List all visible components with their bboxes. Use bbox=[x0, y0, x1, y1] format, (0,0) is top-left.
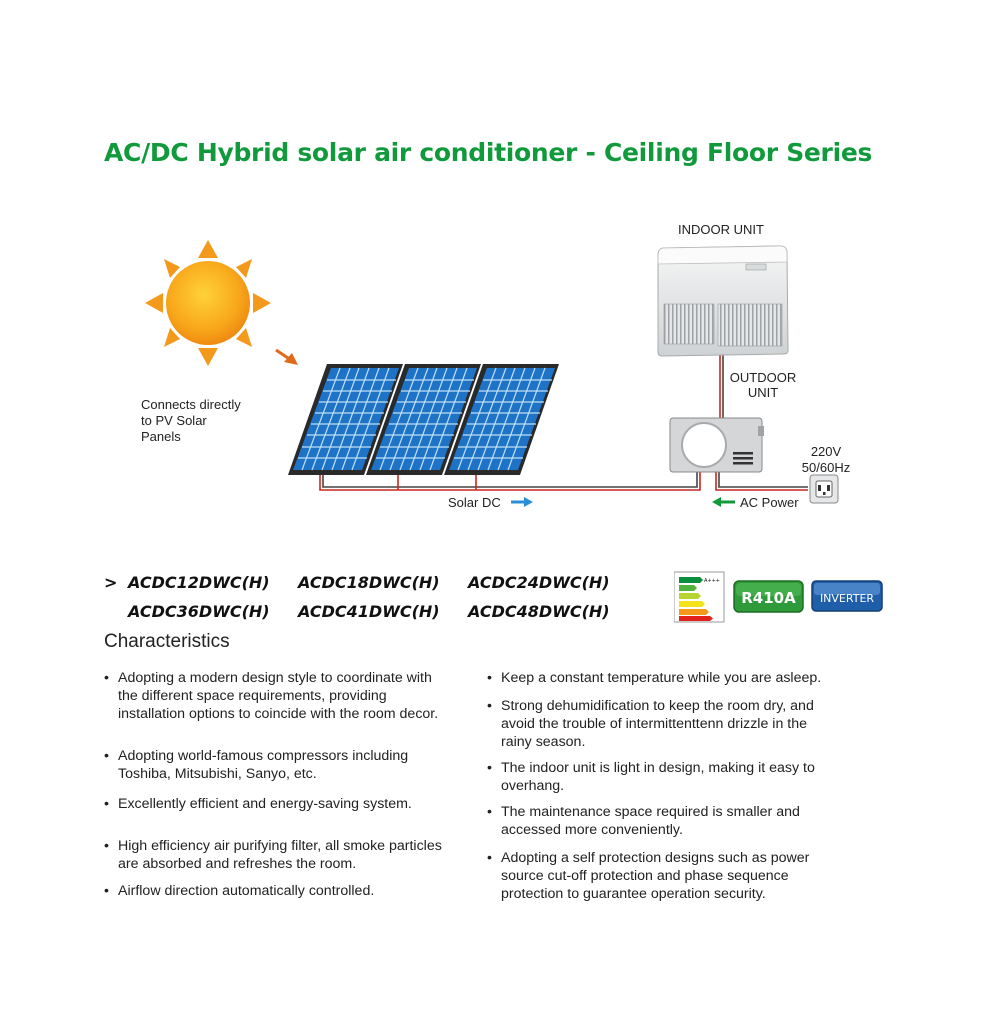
characteristics-right-column bbox=[487, 669, 877, 903]
list-item-text: Strong dehumidification to keep the room dry, and avoid the trouble of intermittenttenn drizzle in the rainy season. bbox=[501, 698, 814, 750]
model-name: ACDC48DWC(H) bbox=[468, 602, 610, 621]
r410a-badge bbox=[734, 581, 803, 612]
list-item bbox=[487, 849, 877, 903]
ac-power-arrow-icon bbox=[712, 497, 735, 507]
r410a-text: R410A bbox=[741, 589, 796, 607]
solar-panels-icon bbox=[288, 364, 559, 475]
bullet-icon: • bbox=[104, 883, 109, 899]
list-item-text: Adopting a modern design style to coordinate with the different space requirements, providing installation options to coincide with the room decor. bbox=[118, 670, 439, 722]
model-row bbox=[104, 597, 638, 626]
list-item-text: Airflow direction automatically controlled. bbox=[118, 883, 375, 899]
inverter-badge bbox=[812, 581, 882, 611]
list-item-text: The indoor unit is light in design, making it easy to overhang. bbox=[501, 760, 815, 794]
model-name: ACDC12DWC(H) bbox=[128, 573, 270, 592]
energy-top-text: A+++ bbox=[704, 578, 720, 584]
voltage-label: 220V bbox=[810, 444, 842, 459]
list-item bbox=[104, 747, 484, 783]
inverter-text: INVERTER bbox=[819, 592, 875, 605]
list-item bbox=[104, 837, 484, 873]
indoor-unit-label: INDOOR UNIT bbox=[678, 222, 764, 237]
outdoor-unit-label-line1: OUTDOOR bbox=[729, 370, 797, 385]
certification-badges bbox=[674, 570, 884, 626]
bullet-icon: • bbox=[487, 760, 492, 776]
frequency-label: 50/60Hz bbox=[801, 460, 851, 475]
solar-dc-arrow-icon bbox=[511, 497, 533, 507]
model-name: ACDC24DWC(H) bbox=[468, 573, 610, 592]
bullet-icon: • bbox=[104, 838, 109, 854]
model-arrow: > bbox=[104, 573, 118, 592]
list-item bbox=[487, 803, 877, 839]
model-row bbox=[104, 568, 638, 597]
bullet-icon: • bbox=[104, 796, 109, 812]
list-item bbox=[104, 882, 484, 900]
list-item-text: Adopting world-famous compressors including Toshiba, Mitsubishi, Sanyo, etc. bbox=[118, 748, 409, 782]
pv-label-line3: Panels bbox=[141, 429, 181, 444]
list-item-text: The maintenance space required is smaller and accessed more conveniently. bbox=[501, 804, 800, 838]
bullet-icon: • bbox=[104, 670, 109, 686]
bullet-icon: • bbox=[487, 804, 492, 820]
outdoor-unit-label-line2: UNIT bbox=[747, 385, 779, 400]
characteristics-left-column bbox=[104, 669, 484, 900]
power-outlet-icon bbox=[810, 475, 838, 503]
energy-label-badge bbox=[674, 572, 724, 622]
list-item bbox=[487, 697, 877, 751]
indoor-unit-icon bbox=[658, 246, 788, 356]
page-title: AC/DC Hybrid solar air conditioner - Ceiling Floor Series bbox=[104, 138, 873, 167]
sunlight-arrow-icon bbox=[276, 350, 298, 365]
list-item bbox=[487, 669, 877, 687]
model-name: ACDC41DWC(H) bbox=[298, 602, 440, 621]
solar-dc-label: Solar DC bbox=[448, 495, 501, 510]
pv-label-line2: to PV Solar bbox=[141, 413, 207, 428]
sun-icon bbox=[145, 240, 271, 366]
bullet-icon: • bbox=[104, 748, 109, 764]
system-diagram bbox=[0, 200, 1000, 540]
bullet-icon: • bbox=[487, 698, 492, 714]
bullet-icon: • bbox=[487, 670, 492, 686]
pv-label-line1: Connects directly bbox=[141, 397, 241, 412]
list-item bbox=[104, 795, 484, 813]
list-item-text: Excellently efficient and energy-saving system. bbox=[118, 796, 412, 812]
model-name: ACDC36DWC(H) bbox=[128, 602, 270, 621]
list-item bbox=[104, 669, 484, 723]
characteristics-heading: Characteristics bbox=[104, 631, 230, 652]
list-item-text: Adopting a self protection designs such as power source cut-off protection and phase sequence protection to guarantee operation security. bbox=[501, 850, 810, 902]
ac-power-label: AC Power bbox=[740, 495, 799, 510]
list-item-text: Keep a constant temperature while you are asleep. bbox=[501, 670, 822, 686]
list-item-text: High efficiency air purifying filter, all smoke particles are absorbed and refreshes the room. bbox=[118, 838, 442, 872]
model-name: ACDC18DWC(H) bbox=[298, 573, 440, 592]
bullet-icon: • bbox=[487, 850, 492, 866]
outdoor-unit-icon bbox=[670, 418, 764, 472]
list-item bbox=[487, 759, 877, 795]
diagram-graphics bbox=[0, 200, 1000, 540]
model-list bbox=[104, 568, 638, 626]
